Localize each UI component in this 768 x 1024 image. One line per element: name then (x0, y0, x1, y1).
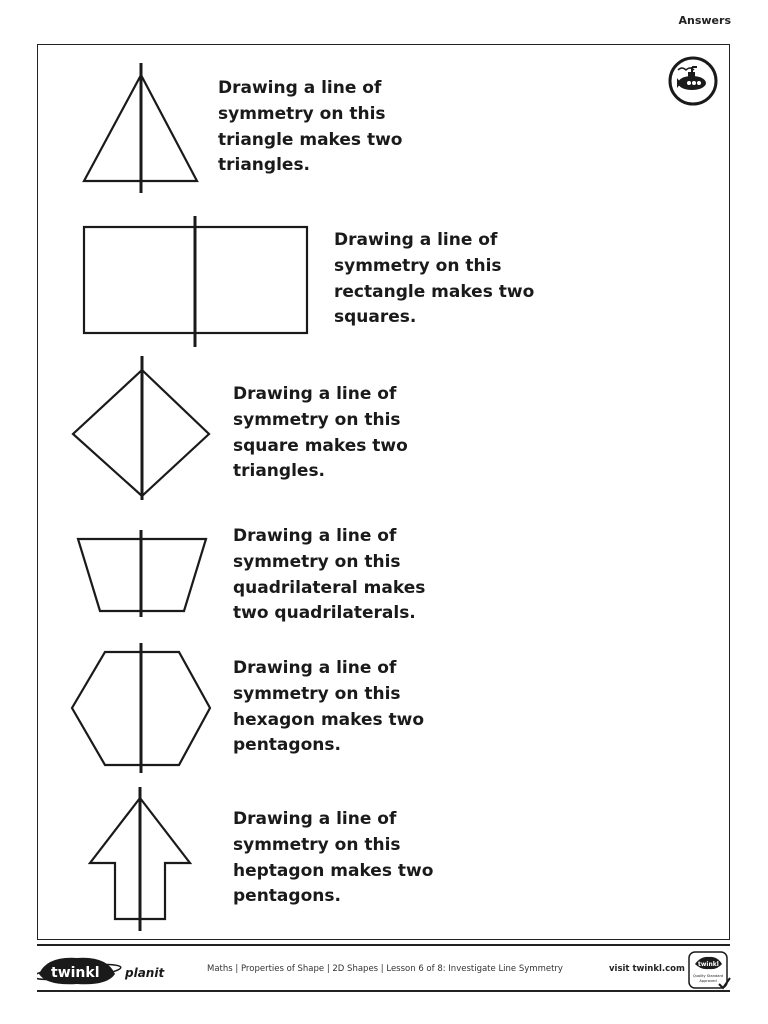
triangle-description: Drawing a line of symmetry on this triangle makes two triangles. (218, 78, 403, 176)
badge-brand-text: twinkl (698, 961, 719, 968)
submarine-badge-icon (668, 56, 718, 106)
hexagon-description: Drawing a line of symmetry on this hexagon makes two pentagons. (233, 658, 425, 756)
footer-rule (37, 944, 730, 946)
rectangle-description: Drawing a line of symmetry on this rectangle makes two squares. (334, 230, 535, 328)
quality-standard-badge-icon (687, 950, 731, 990)
quadrilateral-shape (74, 527, 212, 619)
rectangle-shape (80, 213, 315, 351)
footer-breadcrumb: Maths | Properties of Shape | 2D Shapes | Lesson 6 of 8: Investigate Line Symmetry (207, 964, 563, 974)
twinkl-planit-logo[interactable] (37, 952, 167, 988)
footer-website-link[interactable]: visit twinkl.com (609, 964, 685, 974)
badge-line-2: Approved (699, 979, 717, 983)
quadrilateral-description: Drawing a line of symmetry on this quadrilateral makes two quadrilaterals. (233, 526, 426, 624)
triangle-shape (80, 60, 205, 195)
header-label: Answers (678, 14, 731, 27)
square-description: Drawing a line of symmetry on this square makes two triangles. (233, 384, 408, 482)
footer-bottom-rule (37, 990, 730, 992)
hexagon-shape (68, 640, 216, 775)
logo-brand-text: twinkl (51, 965, 100, 981)
badge-line-1: Quality Standard (692, 974, 724, 978)
heptagon-description: Drawing a line of symmetry on this heptagon makes two pentagons. (233, 809, 434, 907)
heptagon-shape (86, 784, 198, 934)
footer (37, 950, 730, 990)
square-shape (68, 353, 216, 503)
logo-sub-text: planit (125, 966, 165, 980)
